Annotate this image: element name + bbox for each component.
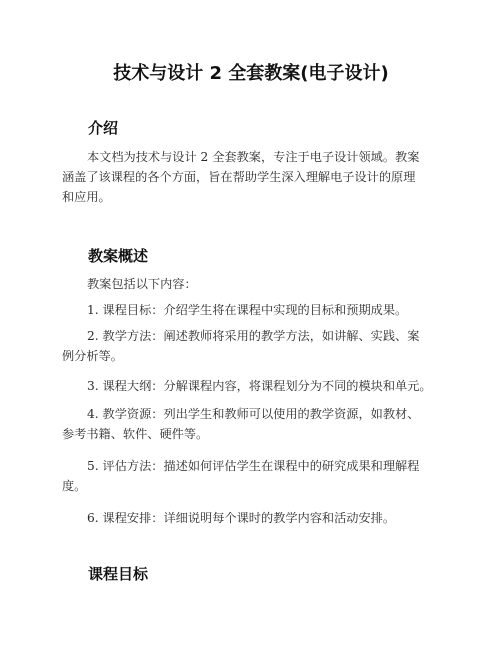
overview-item-6 (62, 508, 452, 528)
paragraph-line: 本文档为技术与设计 2 全套教案，专注于电子设计领域。教案 (87, 150, 420, 164)
paragraph-line: 2. 教学方法：阐述教师将采用的教学方法，如讲解、实践、案 (87, 329, 420, 343)
paragraph-line: 和应用。 (62, 190, 111, 204)
document-title: 技术与设计 2 全套教案(电子设计) (113, 63, 389, 84)
intro-paragraph (62, 147, 452, 207)
section-heading-objectives: 课程目标 (88, 565, 149, 583)
paragraph-line: 度。 (62, 479, 87, 493)
overview-item-2 (62, 326, 452, 366)
section-heading-overview: 教案概述 (88, 247, 149, 265)
overview-item-1 (62, 300, 452, 320)
paragraph-line: 例分析等。 (62, 349, 123, 363)
paragraph-line: 参考书籍、软件、硬件等。 (62, 427, 209, 441)
paragraph-line: 涵盖了该课程的各个方面，旨在帮助学生深入理解电子设计的原理 (62, 170, 416, 184)
overview-intro-paragraph (62, 274, 452, 294)
paragraph-line: 1. 课程目标：介绍学生将在课程中实现的目标和预期成果。 (87, 303, 408, 317)
paragraph-line: 6. 课程安排：详细说明每个课时的教学内容和活动安排。 (87, 511, 396, 525)
section-heading-intro: 介绍 (88, 119, 119, 137)
overview-item-4 (62, 404, 452, 444)
paragraph-line: 4. 教学资源：列出学生和教师可以使用的教学资源，如教材、 (87, 407, 420, 421)
overview-item-5 (62, 456, 452, 496)
paragraph-line: 教案包括以下内容： (87, 277, 197, 291)
paragraph-line: 3. 课程大纲：分解课程内容，将课程划分为不同的模块和单元。 (87, 379, 432, 393)
overview-item-3 (62, 376, 452, 396)
paragraph-line: 5. 评估方法：描述如何评估学生在课程中的研究成果和理解程 (87, 459, 420, 473)
